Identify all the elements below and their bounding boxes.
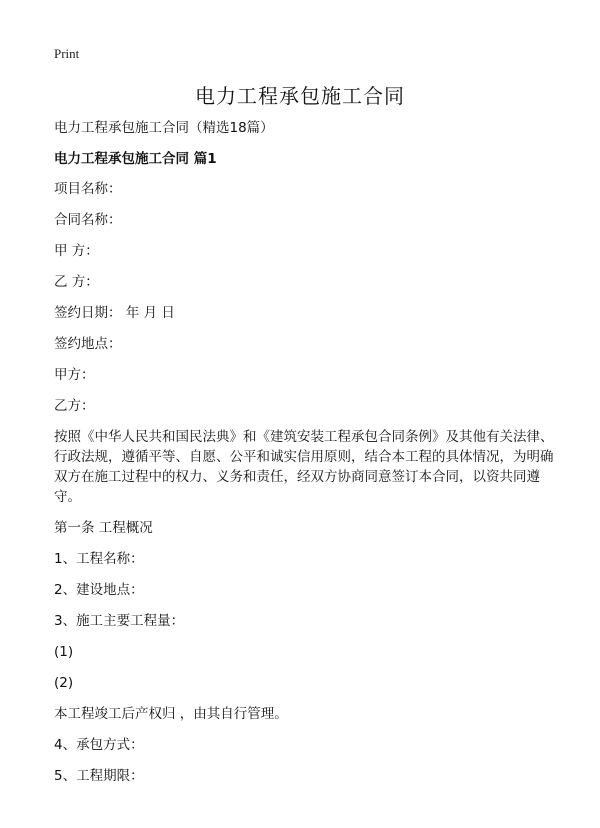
article-heading: 第一条 工程概况: [54, 520, 153, 536]
field-project-name: 项目名称：: [54, 181, 122, 197]
field-signing-date: 签约日期： 年 月 日: [54, 305, 175, 321]
document-title: 电力工程承包施工合同: [195, 84, 405, 108]
section-heading: 电力工程承包施工合同 篇1: [54, 151, 217, 167]
list-item-contract-mode: 4、承包方式：: [54, 737, 144, 753]
list-item-construction-site: 2、建设地点：: [54, 582, 144, 598]
list-item-main-quantities: 3、施工主要工程量：: [54, 613, 185, 629]
field-party-b: 乙 方：: [54, 274, 99, 290]
field-party-b-signature: 乙方：: [54, 398, 95, 414]
intro-paragraph: 按照《中华人民共和国民法典》和《建筑安装工程承包合同条例》及其他有关法律、行政法规，遵循平等、自愿、公平和诚实信用原则，结合本工程的具体情况，为明确双方在施工过程中的权力、义务和责任，经双方协商同意签订本合同，以资共同遵守。: [54, 429, 554, 505]
list-item-project-name: 1、工程名称：: [54, 551, 144, 567]
print-label: Print: [54, 46, 80, 61]
list-item-sub-2: (2): [54, 675, 74, 691]
document-subtitle: 电力工程承包施工合同（精选18篇）: [54, 120, 274, 136]
field-party-a-signature: 甲方：: [54, 367, 95, 383]
list-item-ownership: 本工程竣工后产权归 ，由其自行管理。: [54, 706, 288, 722]
list-item-project-duration: 5、工程期限：: [54, 768, 144, 784]
document-content: [54, 118, 554, 797]
field-party-a: 甲 方：: [54, 243, 99, 259]
list-item-sub-1: (1): [54, 644, 74, 660]
field-signing-place: 签约地点：: [54, 336, 122, 352]
field-contract-name: 合同名称：: [54, 212, 122, 228]
